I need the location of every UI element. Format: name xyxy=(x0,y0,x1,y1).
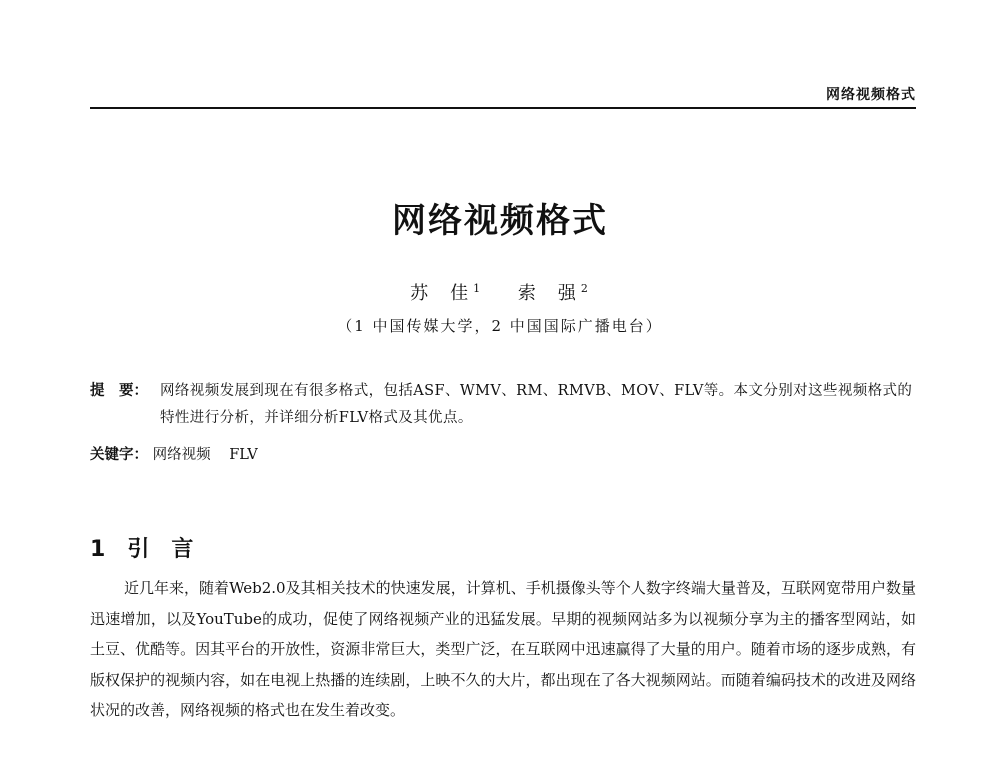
section-title: 引言 xyxy=(127,537,216,562)
abstract-label: 提 要： xyxy=(90,383,148,399)
abstract xyxy=(90,378,920,432)
abstract-text: 网络视频发展到现在有很多格式，包括ASF、WMV、RM、RMVB、MOV、FLV等。本文分别对这些视频格式的特性进行分析，并详细分析FLV格式及其优点。 xyxy=(160,383,913,426)
running-head: 网络视频格式 xyxy=(826,87,916,103)
author-2-affil-mark: 2 xyxy=(580,282,590,295)
header-rule xyxy=(90,107,916,109)
affiliation: （1 中国传媒大学，2 中国国际广播电台） xyxy=(337,317,663,335)
paper-title: 网络视频格式 xyxy=(392,201,608,241)
author-1 xyxy=(410,283,482,304)
keywords xyxy=(90,443,272,464)
author-2-name: 索 强 xyxy=(517,283,578,304)
author-2 xyxy=(518,283,590,304)
section-number: 1 xyxy=(90,537,106,562)
keyword-item: 网络视频 xyxy=(152,447,211,463)
author-list xyxy=(0,279,1000,305)
author-1-affil-mark: 1 xyxy=(473,282,483,295)
section-heading xyxy=(90,532,215,563)
body-paragraph: 近几年来，随着Web2.0及其相关技术的快速发展，计算机、手机摄像头等个人数字终端大量普及，互联网宽带用户数量迅速增加，以及YouTube的成功，促使了网络视频产业的迅猛发展。早期的视频网站多为以视频分享为主的播客型网站，如土豆、优酷等。因其平台的开放性，资源非常巨大，类型广泛，在互联网中迅速赢得了大量的用户。随着市场的逐步成熟，有版权保护的视频内容，如在电视上热播的连续剧，上映不久的大片，都出现在了各大视频网站。而随着编码技术的改进及网络状况的改善，网络视频的格式也在发生着改变。 xyxy=(90,579,916,719)
keyword-item: FLV xyxy=(229,447,258,463)
keywords-label: 关键字： xyxy=(90,447,148,463)
author-1-name: 苏 佳 xyxy=(410,283,471,304)
